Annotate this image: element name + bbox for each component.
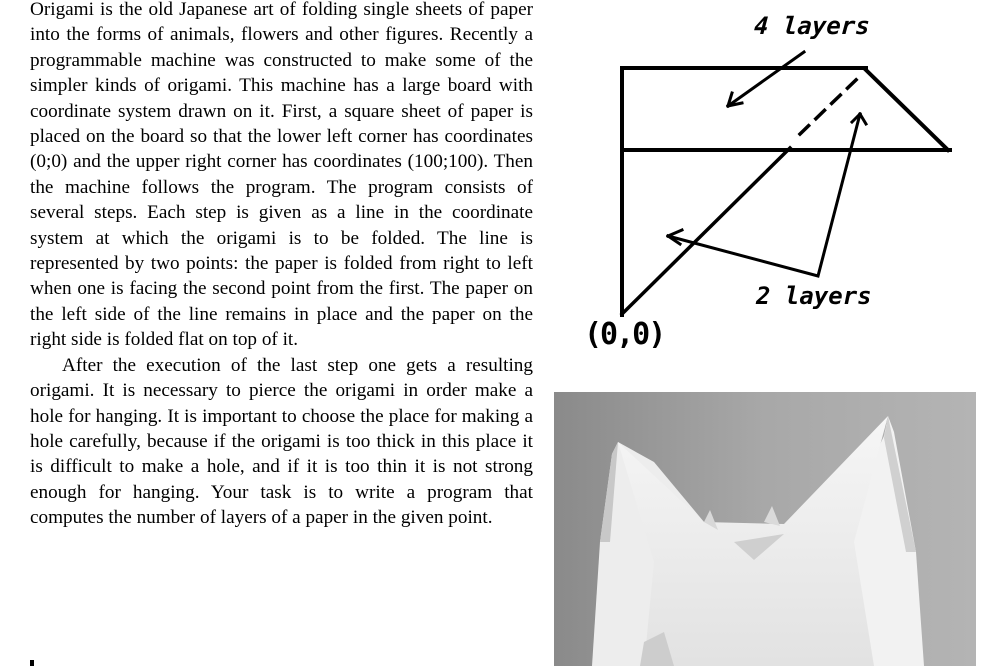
origami-photo xyxy=(554,392,976,666)
fold-line-diagonal-dashed xyxy=(800,78,858,134)
folding-diagram xyxy=(578,0,978,360)
paragraph-intro: Origami is the old Japanese art of folding single sheets of paper into the forms of animals, flowers and other figures. Recently a programmable machine was constructed to make some of the simpler kinds of origami. This machine has a large board with coordinate system drawn on it. First, a square sheet of paper is placed on the board so that the lower left corner has coordinates (0;0) and the upper right corner has coordinates (100;100). Then the machine follows the program. The program consists of several steps. Each step is given as a line in the coordinate system at which the origami is to be folded. The line is represented by two points: the paper is folded from right to left when one is facing the second point from the first. The paper on the left side of the line remains in place and the paper on the right side is folded flat on top of it. xyxy=(30,0,533,351)
two-layer-region xyxy=(668,114,860,276)
paragraph-task: After the execution of the last step one gets a resulting origami. It is necessary to pierce the origami in order make a hole for hanging. It is important to choose the place for making a hole carefully, because if the origami is too thick in this place it is difficult to make a hole, and if it is too thin it is not strong enough for hanging. Your task is to write a program that computes the number of layers of a paper in the given point. xyxy=(30,354,533,529)
label-four-layers: 4 layers xyxy=(753,12,871,40)
problem-statement xyxy=(30,0,533,531)
label-two-layers: 2 layers xyxy=(756,282,872,310)
page-mark xyxy=(30,660,34,666)
label-origin: (0,0) xyxy=(584,317,665,352)
origami-figure-image xyxy=(554,392,976,666)
folded-flap-edge xyxy=(866,70,948,150)
pointer-4-layers xyxy=(728,52,804,106)
